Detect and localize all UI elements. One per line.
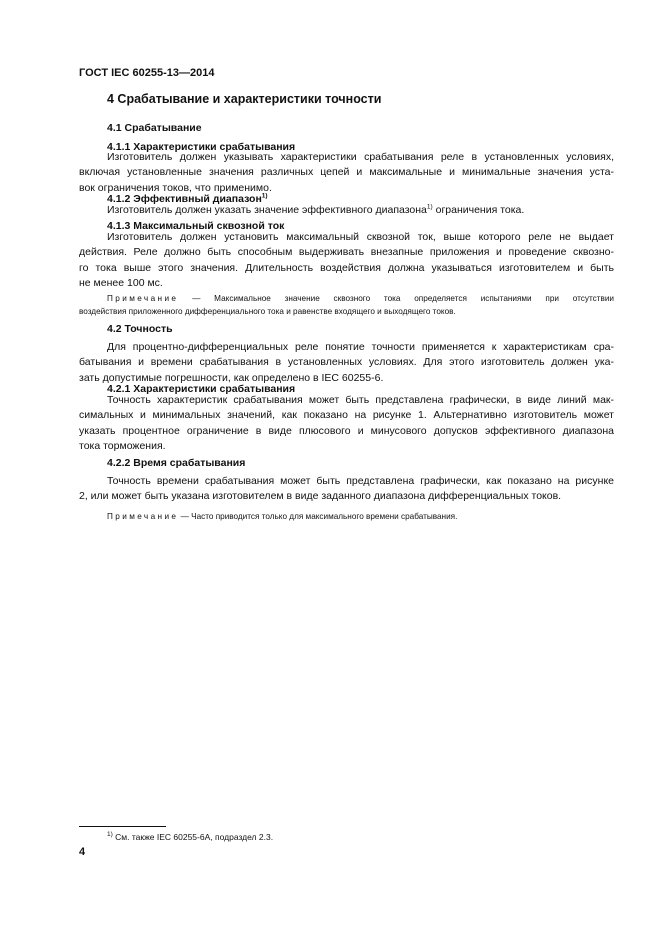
note-1 [79, 292, 614, 318]
section-4-1-1-text [79, 150, 614, 196]
text-line: указать процентное ограничение в виде плюсового и минусового допусков эффективного диапазона [79, 424, 614, 437]
note-text: — Максимальное значение сквозного тока определяется испытаниями при отсутствии [178, 294, 614, 303]
note-label: Примечание [107, 512, 179, 521]
text-line: Точность характеристик срабатывания может быть представлена графически, в виде линий мак- [107, 394, 614, 406]
text-line: не менее 100 мс. [79, 277, 163, 290]
footnote-marker: 1) [107, 831, 113, 839]
section-4-title: 4 Срабатывание и характеристики точности [107, 92, 382, 106]
section-4-1-title: 4.1 Срабатывание [107, 122, 202, 134]
text-line: включая установленные значения различных цепей и максимальные и минимальные значения уста- [79, 166, 614, 179]
text-line: зать допустимые погрешности, как определено в IEC 60255-6. [79, 371, 384, 384]
page-number: 4 [79, 846, 86, 858]
footnote [107, 832, 273, 842]
note-line [79, 292, 614, 305]
section-4-2-title: 4.2 Точность [107, 323, 173, 335]
text-line: симальных и минимальных значений, как показано на рисунке 1. Альтернативно изготовитель может [79, 409, 614, 422]
text-line: 2, или может быть указана изготовителем в виде заданного диапазона дифференциальных токов. [79, 490, 562, 503]
section-4-1-2-text [79, 203, 614, 218]
section-4-2-text [79, 340, 614, 386]
text-line: го тока выше этого значения. Длительность воздействия должна указываться изготовителем и быть [79, 261, 614, 274]
section-4-2-1-title: 4.2.1 Характеристики срабатывания [107, 383, 296, 395]
text-line: батывания и времени срабатывания в установленных условиях. Для этого изготовитель должен ука- [79, 356, 614, 369]
section-4-2-1-text [79, 393, 614, 455]
section-4-1-3-title: 4.1.3 Максимальный сквозной ток [107, 220, 285, 232]
section-4-1-3-text [79, 230, 614, 292]
note-label: Примечание [107, 294, 179, 303]
text-line: Изготовитель должен указывать характеристики срабатывания реле в установленных условиях, [107, 151, 614, 163]
text-line: вок ограничения токов, что применимо. [79, 181, 272, 194]
text-line [79, 203, 614, 218]
text-line: Для процентно-дифференциальных реле понятие точности применяется к характеристикам сра- [107, 341, 614, 353]
footnote-ref: 1) [426, 203, 433, 211]
footnote-ref: 1) [261, 192, 268, 200]
footnote-text: См. также IEC 60255-6A, подраздел 2.3. [112, 832, 274, 842]
text-line: Изготовитель должен установить максимальный сквозной ток, выше которого реле не выдает [107, 231, 614, 243]
note-line: воздействия приложенного дифференциального тока и равенстве входящего и выходящего токов. [79, 307, 456, 316]
text-line: действия. Реле должно быть способным выдерживать внезапные приложения и проведение сквозно- [79, 246, 614, 259]
document-header: ГОСТ IEC 60255-13—2014 [79, 67, 215, 79]
text-line: Точность времени срабатывания может быть представлена графически, как показано на рисунке [107, 475, 614, 487]
text-line: тока торможения. [79, 440, 166, 453]
footnote-divider [79, 826, 166, 827]
section-4-2-2-title: 4.2.2 Время срабатывания [107, 457, 246, 469]
section-4-1-1-title: 4.1.1 Характеристики срабатывания [107, 141, 296, 153]
text-fragment: Изготовитель должен указать значение эффективного диапазона [107, 204, 427, 216]
text-fragment: ограничения тока. [432, 204, 525, 216]
note-text: — Часто приводится только для максимального времени срабатывания. [178, 512, 458, 521]
note-line [79, 510, 614, 523]
section-4-1-2-title-text: 4.1.2 Эффективный диапазон [107, 193, 262, 205]
note-2 [79, 510, 614, 523]
section-4-2-2-text [79, 474, 614, 505]
